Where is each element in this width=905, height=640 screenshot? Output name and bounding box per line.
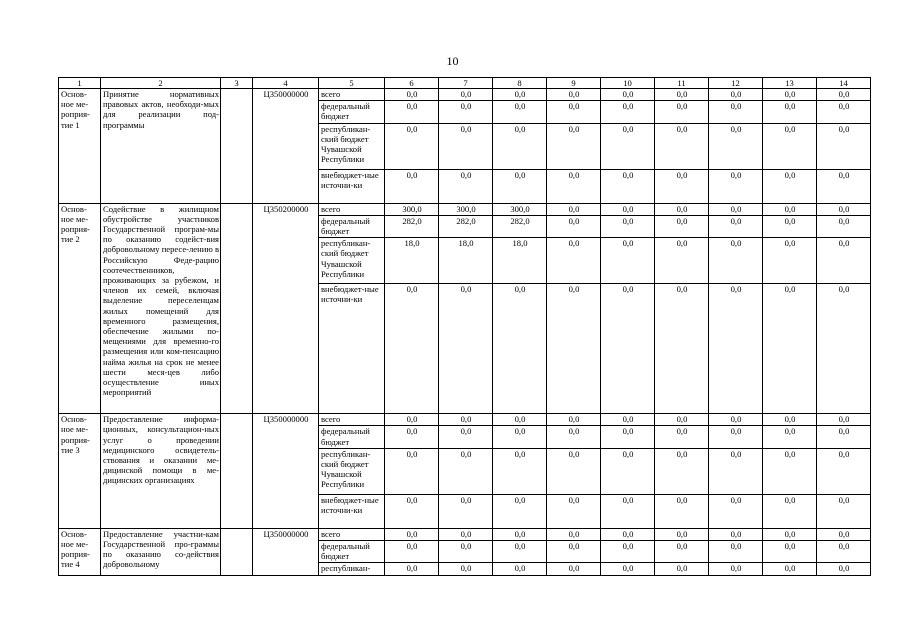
event-name-cell: Основ-ное ме-роприя-тие 2	[59, 203, 101, 414]
amount-cell-col-14: 0,0	[817, 203, 871, 215]
event-name-cell: Основ-ное ме-роприя-тие 1	[59, 89, 101, 204]
amount-cell-col-11: 0,0	[655, 89, 709, 101]
amount-cell-col-11: 0,0	[655, 448, 709, 494]
event-description-cell: Содействие в жилищном обустройстве участников Государственной програм-мы по оказанию содейст-вия добровольному пересе-лению в Российскую Феде-рацию соотечественников, проживающих за рубежом, и членов их семей, включая выделение переселенцам жилых помещений для временного размещения, обеспечение жилыми по-мещениями для временно-го размещения или ком-пенсацию найма жилья на срок не менее шести меся-цев либо осуществление иных мероприятий	[101, 203, 221, 414]
amount-cell-col-8: 0,0	[493, 426, 547, 448]
column-header-14: 14	[817, 78, 871, 89]
amount-cell-col-6: 300,0	[385, 203, 439, 215]
amount-cell-col-9: 0,0	[547, 123, 601, 169]
event-name-cell: Основ-ное ме-роприя-тие 3	[59, 414, 101, 529]
amount-cell-col-10: 0,0	[601, 541, 655, 563]
amount-cell-col-6: 0,0	[385, 89, 439, 101]
amount-cell-col-13: 0,0	[763, 203, 817, 215]
amount-cell-col-7: 282,0	[439, 215, 493, 237]
amount-cell-col-10: 0,0	[601, 448, 655, 494]
amount-cell-col-12: 0,0	[709, 123, 763, 169]
funding-source-cell: федеральный бюджет	[319, 101, 385, 123]
amount-cell-col-11: 0,0	[655, 284, 709, 414]
amount-cell-col-12: 0,0	[709, 494, 763, 528]
amount-cell-col-6: 0,0	[385, 123, 439, 169]
amount-cell-col-11: 0,0	[655, 541, 709, 563]
amount-cell-col-11: 0,0	[655, 215, 709, 237]
column-header-6: 6	[385, 78, 439, 89]
amount-cell-col-6: 0,0	[385, 494, 439, 528]
amount-cell-col-9: 0,0	[547, 203, 601, 215]
funding-source-cell: республикан-ский бюджет Чувашской Республики	[319, 123, 385, 169]
amount-cell-col-14: 0,0	[817, 528, 871, 540]
amount-cell-col-13: 0,0	[763, 494, 817, 528]
amount-cell-col-14: 0,0	[817, 284, 871, 414]
amount-cell-col-8: 0,0	[493, 494, 547, 528]
column-3-cell	[221, 89, 253, 204]
table-body	[59, 89, 871, 576]
column-header-3: 3	[221, 78, 253, 89]
amount-cell-col-6: 282,0	[385, 215, 439, 237]
budget-code-cell: Ц350000000	[253, 528, 319, 575]
funding-source-cell: внебюджет-ные источни-ки	[319, 284, 385, 414]
funding-source-cell: республикан-ский бюджет Чувашской Республики	[319, 238, 385, 284]
amount-cell-col-10: 0,0	[601, 123, 655, 169]
budget-table	[58, 77, 871, 576]
amount-cell-col-13: 0,0	[763, 169, 817, 203]
funding-source-cell: всего	[319, 203, 385, 215]
amount-cell-col-9: 0,0	[547, 528, 601, 540]
amount-cell-col-6: 0,0	[385, 448, 439, 494]
funding-source-cell: внебюджет-ные источни-ки	[319, 169, 385, 203]
amount-cell-col-14: 0,0	[817, 169, 871, 203]
amount-cell-col-12: 0,0	[709, 169, 763, 203]
amount-cell-col-8: 0,0	[493, 528, 547, 540]
amount-cell-col-9: 0,0	[547, 494, 601, 528]
amount-cell-col-6: 0,0	[385, 541, 439, 563]
amount-cell-col-12: 0,0	[709, 238, 763, 284]
amount-cell-col-8: 0,0	[493, 414, 547, 426]
amount-cell-col-11: 0,0	[655, 426, 709, 448]
funding-source-cell: республикан-	[319, 563, 385, 575]
funding-source-cell: республикан-ский бюджет Чувашской Республики	[319, 448, 385, 494]
amount-cell-col-13: 0,0	[763, 414, 817, 426]
event-description-cell: Предоставление информа-ционных, консультацион-ных услуг о проведении медицинского освидетель-ствования и оказании ме-дицинской помощи в ме-дицинских организациях	[101, 414, 221, 529]
funding-source-cell: всего	[319, 528, 385, 540]
amount-cell-col-8: 0,0	[493, 89, 547, 101]
amount-cell-col-8: 0,0	[493, 541, 547, 563]
amount-cell-col-13: 0,0	[763, 101, 817, 123]
funding-source-cell: внебюджет-ные источни-ки	[319, 494, 385, 528]
amount-cell-col-6: 0,0	[385, 528, 439, 540]
amount-cell-col-7: 0,0	[439, 414, 493, 426]
column-header-12: 12	[709, 78, 763, 89]
amount-cell-col-7: 0,0	[439, 528, 493, 540]
amount-cell-col-11: 0,0	[655, 203, 709, 215]
event-name-cell: Основ-ное ме-роприя-тие 4	[59, 528, 101, 575]
amount-cell-col-11: 0,0	[655, 101, 709, 123]
amount-cell-col-11: 0,0	[655, 563, 709, 575]
amount-cell-col-7: 0,0	[439, 169, 493, 203]
amount-cell-col-14: 0,0	[817, 123, 871, 169]
amount-cell-col-13: 0,0	[763, 563, 817, 575]
amount-cell-col-12: 0,0	[709, 448, 763, 494]
column-header-11: 11	[655, 78, 709, 89]
amount-cell-col-12: 0,0	[709, 541, 763, 563]
column-3-cell	[221, 414, 253, 529]
column-3-cell	[221, 528, 253, 575]
amount-cell-col-7: 0,0	[439, 123, 493, 169]
amount-cell-col-8: 0,0	[493, 101, 547, 123]
amount-cell-col-6: 0,0	[385, 563, 439, 575]
amount-cell-col-8: 0,0	[493, 563, 547, 575]
amount-cell-col-10: 0,0	[601, 426, 655, 448]
funding-source-cell: федеральный бюджет	[319, 541, 385, 563]
amount-cell-col-7: 0,0	[439, 101, 493, 123]
page-number: 10	[446, 54, 459, 68]
amount-cell-col-7: 0,0	[439, 494, 493, 528]
amount-cell-col-7: 0,0	[439, 448, 493, 494]
amount-cell-col-9: 0,0	[547, 238, 601, 284]
amount-cell-col-12: 0,0	[709, 414, 763, 426]
amount-cell-col-6: 0,0	[385, 426, 439, 448]
amount-cell-col-14: 0,0	[817, 541, 871, 563]
funding-source-cell: всего	[319, 89, 385, 101]
column-header-1: 1	[59, 78, 101, 89]
amount-cell-col-13: 0,0	[763, 448, 817, 494]
event-description-cell: Предоставление участни-кам Государственной про-граммы по оказанию со-действия добровольному	[101, 528, 221, 575]
amount-cell-col-13: 0,0	[763, 426, 817, 448]
amount-cell-col-8: 282,0	[493, 215, 547, 237]
amount-cell-col-13: 0,0	[763, 215, 817, 237]
column-header-4: 4	[253, 78, 319, 89]
amount-cell-col-14: 0,0	[817, 448, 871, 494]
amount-cell-col-7: 0,0	[439, 426, 493, 448]
amount-cell-col-7: 0,0	[439, 541, 493, 563]
amount-cell-col-11: 0,0	[655, 494, 709, 528]
table-row	[59, 414, 871, 426]
amount-cell-col-8: 0,0	[493, 448, 547, 494]
table-row	[59, 528, 871, 540]
amount-cell-col-9: 0,0	[547, 426, 601, 448]
column-header-9: 9	[547, 78, 601, 89]
amount-cell-col-12: 0,0	[709, 284, 763, 414]
amount-cell-col-10: 0,0	[601, 101, 655, 123]
amount-cell-col-8: 0,0	[493, 284, 547, 414]
amount-cell-col-6: 18,0	[385, 238, 439, 284]
amount-cell-col-13: 0,0	[763, 238, 817, 284]
amount-cell-col-10: 0,0	[601, 414, 655, 426]
amount-cell-col-9: 0,0	[547, 101, 601, 123]
column-header-13: 13	[763, 78, 817, 89]
amount-cell-col-9: 0,0	[547, 541, 601, 563]
amount-cell-col-7: 0,0	[439, 284, 493, 414]
amount-cell-col-13: 0,0	[763, 123, 817, 169]
amount-cell-col-10: 0,0	[601, 169, 655, 203]
amount-cell-col-6: 0,0	[385, 414, 439, 426]
column-header-8: 8	[493, 78, 547, 89]
amount-cell-col-13: 0,0	[763, 89, 817, 101]
amount-cell-col-10: 0,0	[601, 203, 655, 215]
header-row	[59, 78, 871, 89]
funding-source-cell: федеральный бюджет	[319, 426, 385, 448]
amount-cell-col-9: 0,0	[547, 284, 601, 414]
amount-cell-col-6: 0,0	[385, 284, 439, 414]
amount-cell-col-10: 0,0	[601, 494, 655, 528]
amount-cell-col-11: 0,0	[655, 238, 709, 284]
amount-cell-col-14: 0,0	[817, 426, 871, 448]
amount-cell-col-12: 0,0	[709, 215, 763, 237]
amount-cell-col-6: 0,0	[385, 169, 439, 203]
amount-cell-col-12: 0,0	[709, 563, 763, 575]
amount-cell-col-10: 0,0	[601, 528, 655, 540]
amount-cell-col-9: 0,0	[547, 169, 601, 203]
amount-cell-col-11: 0,0	[655, 123, 709, 169]
amount-cell-col-7: 300,0	[439, 203, 493, 215]
amount-cell-col-11: 0,0	[655, 528, 709, 540]
column-3-cell	[221, 203, 253, 414]
amount-cell-col-6: 0,0	[385, 101, 439, 123]
amount-cell-col-14: 0,0	[817, 414, 871, 426]
amount-cell-col-14: 0,0	[817, 494, 871, 528]
amount-cell-col-14: 0,0	[817, 101, 871, 123]
amount-cell-col-11: 0,0	[655, 169, 709, 203]
amount-cell-col-7: 18,0	[439, 238, 493, 284]
column-header-2: 2	[101, 78, 221, 89]
amount-cell-col-7: 0,0	[439, 563, 493, 575]
table-row	[59, 89, 871, 101]
amount-cell-col-8: 18,0	[493, 238, 547, 284]
amount-cell-col-14: 0,0	[817, 215, 871, 237]
amount-cell-col-8: 0,0	[493, 169, 547, 203]
amount-cell-col-12: 0,0	[709, 101, 763, 123]
amount-cell-col-12: 0,0	[709, 426, 763, 448]
column-header-5: 5	[319, 78, 385, 89]
amount-cell-col-7: 0,0	[439, 89, 493, 101]
amount-cell-col-9: 0,0	[547, 563, 601, 575]
amount-cell-col-14: 0,0	[817, 563, 871, 575]
amount-cell-col-11: 0,0	[655, 414, 709, 426]
amount-cell-col-10: 0,0	[601, 215, 655, 237]
amount-cell-col-13: 0,0	[763, 528, 817, 540]
amount-cell-col-9: 0,0	[547, 414, 601, 426]
amount-cell-col-8: 300,0	[493, 203, 547, 215]
event-description-cell: Принятие нормативных правовых актов, необходи-мых для реализации под-программы	[101, 89, 221, 204]
budget-code-cell: Ц350200000	[253, 203, 319, 414]
amount-cell-col-14: 0,0	[817, 238, 871, 284]
amount-cell-col-9: 0,0	[547, 89, 601, 101]
funding-source-cell: федеральный бюджет	[319, 215, 385, 237]
amount-cell-col-12: 0,0	[709, 89, 763, 101]
amount-cell-col-10: 0,0	[601, 238, 655, 284]
amount-cell-col-12: 0,0	[709, 528, 763, 540]
amount-cell-col-9: 0,0	[547, 215, 601, 237]
amount-cell-col-12: 0,0	[709, 203, 763, 215]
amount-cell-col-10: 0,0	[601, 89, 655, 101]
amount-cell-col-8: 0,0	[493, 123, 547, 169]
budget-code-cell: Ц350000000	[253, 414, 319, 529]
amount-cell-col-9: 0,0	[547, 448, 601, 494]
table-row	[59, 203, 871, 215]
funding-source-cell: всего	[319, 414, 385, 426]
amount-cell-col-10: 0,0	[601, 563, 655, 575]
amount-cell-col-13: 0,0	[763, 541, 817, 563]
budget-code-cell: Ц350000000	[253, 89, 319, 204]
column-header-7: 7	[439, 78, 493, 89]
amount-cell-col-13: 0,0	[763, 284, 817, 414]
amount-cell-col-14: 0,0	[817, 89, 871, 101]
column-header-10: 10	[601, 78, 655, 89]
amount-cell-col-10: 0,0	[601, 284, 655, 414]
